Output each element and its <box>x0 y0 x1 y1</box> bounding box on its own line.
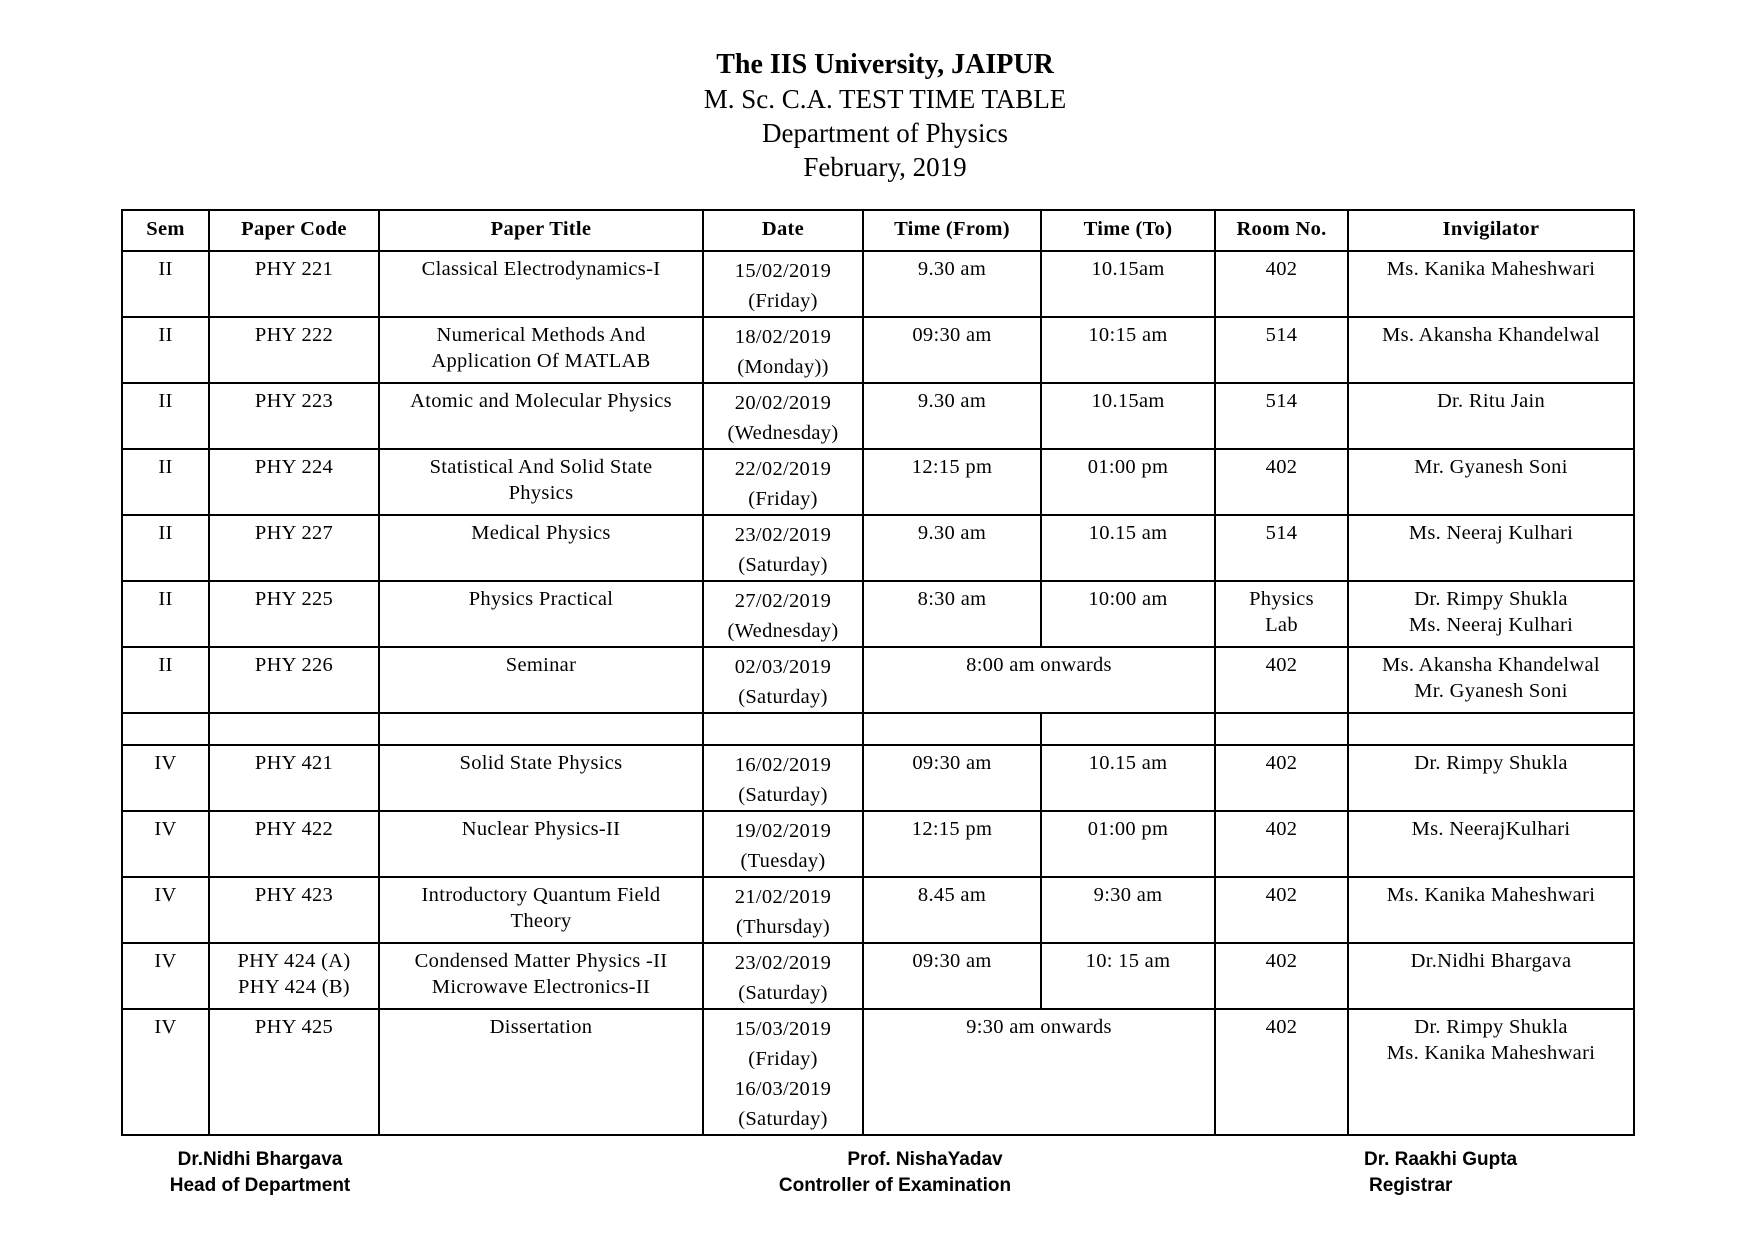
date-cell-line: 02/03/2019 <box>734 656 832 678</box>
room-cell-line: Physics <box>1249 588 1314 610</box>
date-cell-line: 23/02/2019 <box>734 524 832 546</box>
date-cell <box>703 515 863 581</box>
sem-cell: II <box>122 317 209 383</box>
date-cell-line: (Wednesday) <box>727 422 839 444</box>
paper-code-cell <box>209 745 379 811</box>
invigilator-cell-line: Dr. Rimpy Shukla <box>1414 588 1568 610</box>
room-cell-line: 402 <box>1265 884 1298 906</box>
room-cell <box>1215 811 1348 877</box>
invigilator-cell <box>1348 449 1634 515</box>
date-cell <box>703 811 863 877</box>
paper-code-cell-line: PHY 424 (B) <box>238 976 350 998</box>
room-cell <box>1215 317 1348 383</box>
table-row <box>122 811 1634 877</box>
invigilator-cell-line: Ms. Kanika Maheshwari <box>1386 258 1596 280</box>
paper-code-cell-line: PHY 421 <box>254 752 334 774</box>
paper-code-cell-line: PHY 226 <box>254 654 334 676</box>
room-cell-line: Lab <box>1265 614 1298 636</box>
sem-cell: II <box>122 449 209 515</box>
paper-code-cell-line: PHY 425 <box>254 1016 334 1038</box>
paper-code-cell <box>209 317 379 383</box>
paper-title-cell-line: Seminar <box>505 654 577 676</box>
time-from-cell: 12:15 pm <box>863 811 1041 877</box>
date-cell-line: (Saturday) <box>738 554 828 576</box>
time-from-cell: 9.30 am <box>863 515 1041 581</box>
paper-title-cell-line: Nuclear Physics-II <box>461 818 621 840</box>
paper-code-cell <box>209 943 379 1009</box>
university-name: The IIS University, JAIPUR <box>716 49 1054 80</box>
date-cell <box>703 251 863 317</box>
room-cell <box>1215 745 1348 811</box>
date-cell-line: 19/02/2019 <box>734 820 832 842</box>
paper-title-cell <box>379 383 703 449</box>
date-cell-line: (Saturday) <box>738 686 828 708</box>
date-cell-line: (Friday) <box>748 488 818 510</box>
paper-title-cell <box>379 647 703 713</box>
time-to-cell: 01:00 pm <box>1041 811 1215 877</box>
date-cell-line: (Monday)) <box>737 356 829 378</box>
paper-title-cell-line: Statistical And Solid State <box>429 456 653 478</box>
sem-cell: II <box>122 515 209 581</box>
table-row <box>122 515 1634 581</box>
paper-title-cell-line: Dissertation <box>489 1016 593 1038</box>
sem-cell: IV <box>122 811 209 877</box>
column-header: Paper Code <box>209 210 379 251</box>
paper-code-cell <box>209 515 379 581</box>
invigilator-cell <box>1348 515 1634 581</box>
signatory-name: Dr.Nidhi Bhargava <box>177 1149 343 1170</box>
paper-title-cell <box>379 745 703 811</box>
paper-code-cell-line: PHY 222 <box>254 324 334 346</box>
paper-title-cell-line: Introductory Quantum Field <box>421 884 661 906</box>
room-cell <box>1215 647 1348 713</box>
table-row <box>122 745 1634 811</box>
column-header: Room No. <box>1215 210 1348 251</box>
column-header: Paper Title <box>379 210 703 251</box>
date-cell-line: 15/02/2019 <box>734 260 832 282</box>
date-cell-line: 15/03/2019 <box>734 1018 832 1040</box>
column-header: Invigilator <box>1348 210 1634 251</box>
time-cell: 8:00 am onwards <box>863 647 1215 713</box>
paper-title-cell-line: Solid State Physics <box>459 752 623 774</box>
time-to-cell: 10.15 am <box>1041 745 1215 811</box>
date-cell-line: (Thursday) <box>735 916 831 938</box>
date-cell <box>703 317 863 383</box>
room-cell-line: 514 <box>1265 390 1298 412</box>
paper-title-cell <box>379 943 703 1009</box>
signature-registrar <box>1340 1147 1560 1199</box>
paper-title-cell <box>379 877 703 943</box>
date-cell-line: (Saturday) <box>738 1108 828 1130</box>
invigilator-cell-line: Ms. NeerajKulhari <box>1411 818 1571 840</box>
date-cell-line: (Wednesday) <box>727 620 839 642</box>
paper-code-cell-line: PHY 225 <box>254 588 334 610</box>
time-from-cell: 9.30 am <box>863 383 1041 449</box>
time-from-cell: 09:30 am <box>863 745 1041 811</box>
table-row <box>122 1009 1634 1135</box>
invigilator-cell-line: Dr. Rimpy Shukla <box>1414 752 1568 774</box>
date-cell-line: (Tuesday) <box>740 850 826 872</box>
room-cell <box>1215 581 1348 647</box>
time-to-cell: 10.15 am <box>1041 515 1215 581</box>
paper-title-cell-line: Physics Practical <box>468 588 614 610</box>
invigilator-cell <box>1348 811 1634 877</box>
invigilator-cell-line: Ms. Neeraj Kulhari <box>1408 522 1574 544</box>
paper-title-cell <box>379 251 703 317</box>
paper-title-cell-line: Physics <box>508 482 574 504</box>
time-to-cell: 10.15am <box>1041 251 1215 317</box>
signatory-role: Registrar <box>1369 1175 1453 1196</box>
date-cell-line: (Friday) <box>748 1048 818 1070</box>
signatory-name: Prof. NishaYadav <box>847 1149 1003 1170</box>
date-cell-line: 18/02/2019 <box>734 326 832 348</box>
invigilator-cell-line: Ms. Neeraj Kulhari <box>1408 614 1574 636</box>
invigilator-cell <box>1348 745 1634 811</box>
signature-hod <box>140 1147 380 1199</box>
paper-title-cell <box>379 317 703 383</box>
paper-code-cell <box>209 383 379 449</box>
paper-code-cell <box>209 811 379 877</box>
table-row <box>122 877 1634 943</box>
invigilator-cell <box>1348 943 1634 1009</box>
room-cell-line: 402 <box>1265 456 1298 478</box>
invigilator-cell <box>1348 317 1634 383</box>
date-cell-line: 21/02/2019 <box>734 886 832 908</box>
invigilator-cell <box>1348 877 1634 943</box>
table-row <box>122 383 1634 449</box>
paper-code-cell-line: PHY 223 <box>254 390 334 412</box>
date-cell <box>703 647 863 713</box>
time-to-cell: 10:15 am <box>1041 317 1215 383</box>
room-cell-line: 402 <box>1265 818 1298 840</box>
table-row <box>122 251 1634 317</box>
empty-cell <box>1348 713 1634 745</box>
paper-code-cell-line: PHY 221 <box>254 258 334 280</box>
empty-cell <box>1215 713 1348 745</box>
time-to-cell: 10.15am <box>1041 383 1215 449</box>
date-cell-line: 20/02/2019 <box>734 392 832 414</box>
date-cell <box>703 581 863 647</box>
room-cell-line: 402 <box>1265 1016 1298 1038</box>
invigilator-cell-line: Ms. Akansha Khandelwal <box>1382 324 1600 346</box>
date-cell-line: 27/02/2019 <box>734 590 832 612</box>
date-cell-line: (Saturday) <box>738 784 828 806</box>
paper-title-cell <box>379 515 703 581</box>
time-from-cell: 09:30 am <box>863 317 1041 383</box>
sem-cell: IV <box>122 943 209 1009</box>
empty-cell <box>209 713 379 745</box>
invigilator-cell-line: Ms. Kanika Maheshwari <box>1386 1042 1596 1064</box>
time-to-cell: 01:00 pm <box>1041 449 1215 515</box>
room-cell-line: 514 <box>1265 324 1298 346</box>
paper-code-cell <box>209 1009 379 1135</box>
room-cell-line: 402 <box>1265 654 1298 676</box>
paper-code-cell-line: PHY 227 <box>254 522 334 544</box>
paper-code-cell-line: PHY 423 <box>254 884 334 906</box>
invigilator-cell-line: Mr. Gyanesh Soni <box>1414 456 1568 478</box>
sem-cell: IV <box>122 1009 209 1135</box>
table-row <box>122 449 1634 515</box>
column-header: Time (To) <box>1041 210 1215 251</box>
invigilator-cell <box>1348 383 1634 449</box>
paper-title-cell-line: Numerical Methods And <box>436 324 646 346</box>
invigilator-cell-line: Dr.Nidhi Bhargava <box>1410 950 1572 972</box>
room-cell-line: 402 <box>1265 752 1298 774</box>
invigilator-cell-line: Mr. Gyanesh Soni <box>1414 680 1568 702</box>
time-to-cell: 10:00 am <box>1041 581 1215 647</box>
sem-cell: IV <box>122 877 209 943</box>
date-cell-line: 16/02/2019 <box>734 754 832 776</box>
column-header: Sem <box>122 210 209 251</box>
signature-controller <box>740 1147 1050 1199</box>
paper-code-cell <box>209 449 379 515</box>
room-cell <box>1215 449 1348 515</box>
paper-title-cell-line: Theory <box>510 910 572 932</box>
room-cell <box>1215 383 1348 449</box>
paper-code-cell-line: PHY 422 <box>254 818 334 840</box>
time-from-cell: 8.45 am <box>863 877 1041 943</box>
room-cell <box>1215 943 1348 1009</box>
blank-row <box>122 713 1634 745</box>
department-name: Department of Physics <box>762 118 1008 148</box>
date-cell-line: (Saturday) <box>738 982 828 1004</box>
table-row <box>122 647 1634 713</box>
paper-code-cell <box>209 647 379 713</box>
invigilator-cell-line: Dr. Rimpy Shukla <box>1414 1016 1568 1038</box>
date-cell-line: 23/02/2019 <box>734 952 832 974</box>
time-from-cell: 09:30 am <box>863 943 1041 1009</box>
paper-title-cell <box>379 811 703 877</box>
paper-title-cell-line: Medical Physics <box>471 522 611 544</box>
paper-code-cell-line: PHY 224 <box>254 456 334 478</box>
time-from-cell: 9.30 am <box>863 251 1041 317</box>
date-cell-line: 22/02/2019 <box>734 458 832 480</box>
invigilator-cell <box>1348 581 1634 647</box>
invigilator-cell-line: Ms. Akansha Khandelwal <box>1382 654 1600 676</box>
paper-title-cell-line: Atomic and Molecular Physics <box>410 390 672 412</box>
paper-code-cell <box>209 251 379 317</box>
room-cell <box>1215 515 1348 581</box>
sem-cell: II <box>122 383 209 449</box>
invigilator-cell <box>1348 647 1634 713</box>
date-cell <box>703 745 863 811</box>
room-cell <box>1215 877 1348 943</box>
paper-code-cell-line: PHY 424 (A) <box>237 950 351 972</box>
paper-code-cell <box>209 581 379 647</box>
empty-cell <box>863 713 1041 745</box>
paper-title-cell-line: Microwave Electronics-II <box>431 976 651 998</box>
paper-title-cell-line: Classical Electrodynamics-I <box>421 258 661 280</box>
invigilator-cell <box>1348 251 1634 317</box>
sem-cell: II <box>122 647 209 713</box>
empty-cell <box>703 713 863 745</box>
date-cell <box>703 449 863 515</box>
time-to-cell: 9:30 am <box>1041 877 1215 943</box>
table-header-row <box>122 210 1634 251</box>
date-cell <box>703 1009 863 1135</box>
sem-cell: IV <box>122 745 209 811</box>
paper-title-cell <box>379 581 703 647</box>
time-from-cell: 12:15 pm <box>863 449 1041 515</box>
date-cell <box>703 943 863 1009</box>
invigilator-cell-line: Dr. Ritu Jain <box>1436 390 1546 412</box>
empty-cell <box>379 713 703 745</box>
column-header: Date <box>703 210 863 251</box>
empty-cell <box>1041 713 1215 745</box>
room-cell-line: 402 <box>1265 258 1298 280</box>
room-cell <box>1215 1009 1348 1135</box>
room-cell-line: 514 <box>1265 522 1298 544</box>
time-from-cell: 8:30 am <box>863 581 1041 647</box>
date-cell <box>703 383 863 449</box>
table-row <box>122 943 1634 1009</box>
room-cell-line: 402 <box>1265 950 1298 972</box>
signatory-role: Head of Department <box>169 1175 351 1196</box>
empty-cell <box>122 713 209 745</box>
invigilator-cell-line: Ms. Kanika Maheshwari <box>1386 884 1596 906</box>
paper-title-cell <box>379 1009 703 1135</box>
paper-code-cell <box>209 877 379 943</box>
paper-title-cell-line: Application Of MATLAB <box>431 350 651 372</box>
sem-cell: II <box>122 251 209 317</box>
paper-title-cell-line: Condensed Matter Physics -II <box>414 950 668 972</box>
date-cell-line: 16/03/2019 <box>734 1078 832 1100</box>
timetable <box>121 209 1635 1136</box>
paper-title-cell <box>379 449 703 515</box>
time-cell: 9:30 am onwards <box>863 1009 1215 1135</box>
sem-cell: II <box>122 581 209 647</box>
room-cell <box>1215 251 1348 317</box>
time-to-cell: 10: 15 am <box>1041 943 1215 1009</box>
date-cell-line: (Friday) <box>748 290 818 312</box>
table-row <box>122 317 1634 383</box>
table-row <box>122 581 1634 647</box>
date-cell <box>703 877 863 943</box>
signatory-role: Controller of Examination <box>778 1175 1012 1196</box>
signatory-name: Dr. Raakhi Gupta <box>1364 1149 1518 1170</box>
document-title: M. Sc. C.A. TEST TIME TABLE <box>703 84 1067 114</box>
column-header: Time (From) <box>863 210 1041 251</box>
month-label: February, 2019 <box>803 152 967 182</box>
invigilator-cell <box>1348 1009 1634 1135</box>
